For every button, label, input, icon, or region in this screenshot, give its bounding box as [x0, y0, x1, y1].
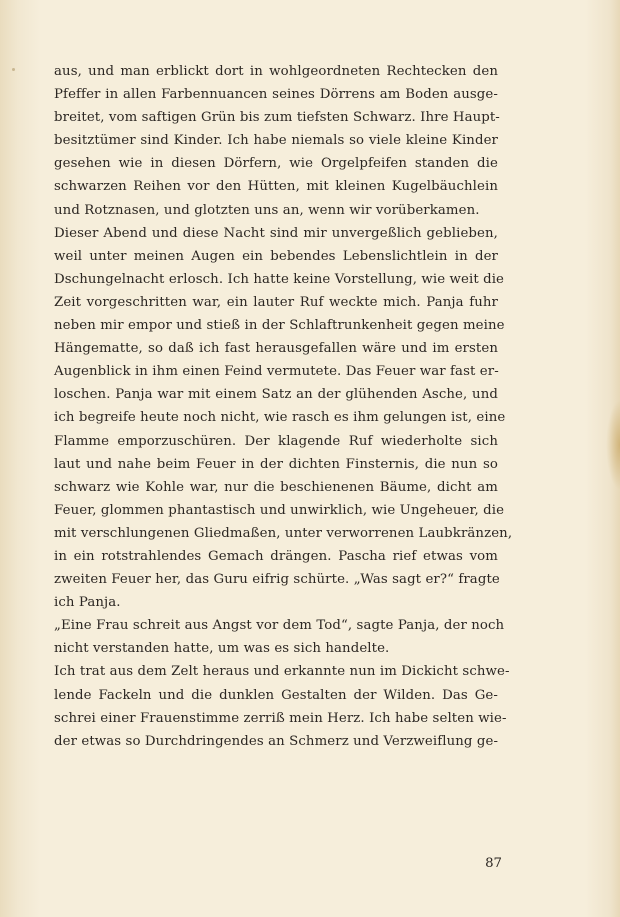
text-line: Hängematte, so daß ich fast herausgefallen wäre und im ersten — [54, 341, 498, 357]
text-line: lende Fackeln und die dunklen Gestalten der Wilden. Das Ge- — [54, 687, 498, 703]
text-line: breitet, vom saftigen Grün bis zum tiefsten Schwarz. Ihre Haupt- — [54, 110, 500, 126]
text-line: Zeit vorgeschritten war, ein lauter Ruf weckte mich. Panja fuhr — [54, 294, 498, 310]
text-line: mit verschlungenen Gliedmaßen, unter verworrenen Laubkränzen, — [54, 525, 513, 541]
text-line: Pfeffer in allen Farbennuancen seines Dörrens am Boden ausge- — [54, 87, 498, 103]
paragraph-1 — [54, 60, 498, 222]
text-line: schwarzen Reihen vor den Hütten, mit kleinen Kugelbäuchlein — [54, 179, 498, 195]
text-line: nicht verstanden hatte, um was es sich handelte. — [54, 641, 390, 657]
text-line: der etwas so Durchdringendes an Schmerz und Verzweiflung ge- — [54, 733, 499, 749]
text-line: in ein rotstrahlendes Gemach drängen. Pascha rief etwas vom — [54, 548, 498, 564]
paragraph-4 — [54, 660, 510, 752]
page-edge-stain — [606, 400, 620, 490]
text-line: Dieser Abend und diese Nacht sind mir unvergeßlich geblieben, — [54, 225, 498, 241]
paper-speck — [12, 68, 15, 71]
text-line: ich Panja. — [54, 595, 121, 611]
text-line: Ich trat aus dem Zelt heraus und erkannte nun im Dickicht schwe- — [54, 664, 510, 680]
text-line: Augenblick in ihm einen Feind vermutete. Das Feuer war fast er- — [54, 364, 499, 380]
text-line: Flamme emporzuschüren. Der klagende Ruf wiederholte sich — [54, 433, 498, 449]
text-line: neben mir empor und stieß in der Schlaftrunkenheit gegen meine — [54, 318, 505, 334]
text-line: gesehen wie in diesen Dörfern, wie Orgelpfeifen standen die — [54, 156, 498, 172]
body-text — [54, 60, 513, 753]
text-line: Feuer, glommen phantastisch und unwirklich, wie Ungeheuer, die — [54, 502, 505, 518]
text-line: weil unter meinen Augen ein bebendes Lebenslichtlein in der — [54, 248, 498, 264]
text-line: „Eine Frau schreit aus Angst vor dem Tod“, sagte Panja, der noch — [54, 618, 505, 634]
paragraph-2 — [54, 222, 513, 615]
text-line: ich begreife heute noch nicht, wie rasch es ihm gelungen ist, eine — [54, 410, 506, 426]
page-number: 87 — [485, 856, 502, 871]
text-line: schwarz wie Kohle war, nur die beschienenen Bäume, dicht am — [54, 479, 498, 495]
text-line: loschen. Panja war mit einem Satz an der glühenden Asche, und — [54, 387, 498, 403]
text-line: schrei einer Frauenstimme zerriß mein Herz. Ich habe selten wie- — [54, 710, 507, 726]
text-line: Dschungelnacht erlosch. Ich hatte keine Vorstellung, wie weit die — [54, 271, 505, 287]
text-line: und Rotznasen, und glotzten uns an, wenn wir vorüberkamen. — [54, 202, 480, 218]
text-line: laut und nahe beim Feuer in der dichten Finsternis, die nun so — [54, 456, 498, 472]
text-line: zweiten Feuer her, das Guru eifrig schürte. „Was sagt er?“ fragte — [54, 572, 500, 588]
text-line: aus, und man erblickt dort in wohlgeordneten Rechtecken den — [54, 64, 498, 79]
paragraph-3 — [54, 614, 505, 660]
text-line: besitztümer sind Kinder. Ich habe niemals so viele kleine Kinder — [54, 133, 498, 149]
